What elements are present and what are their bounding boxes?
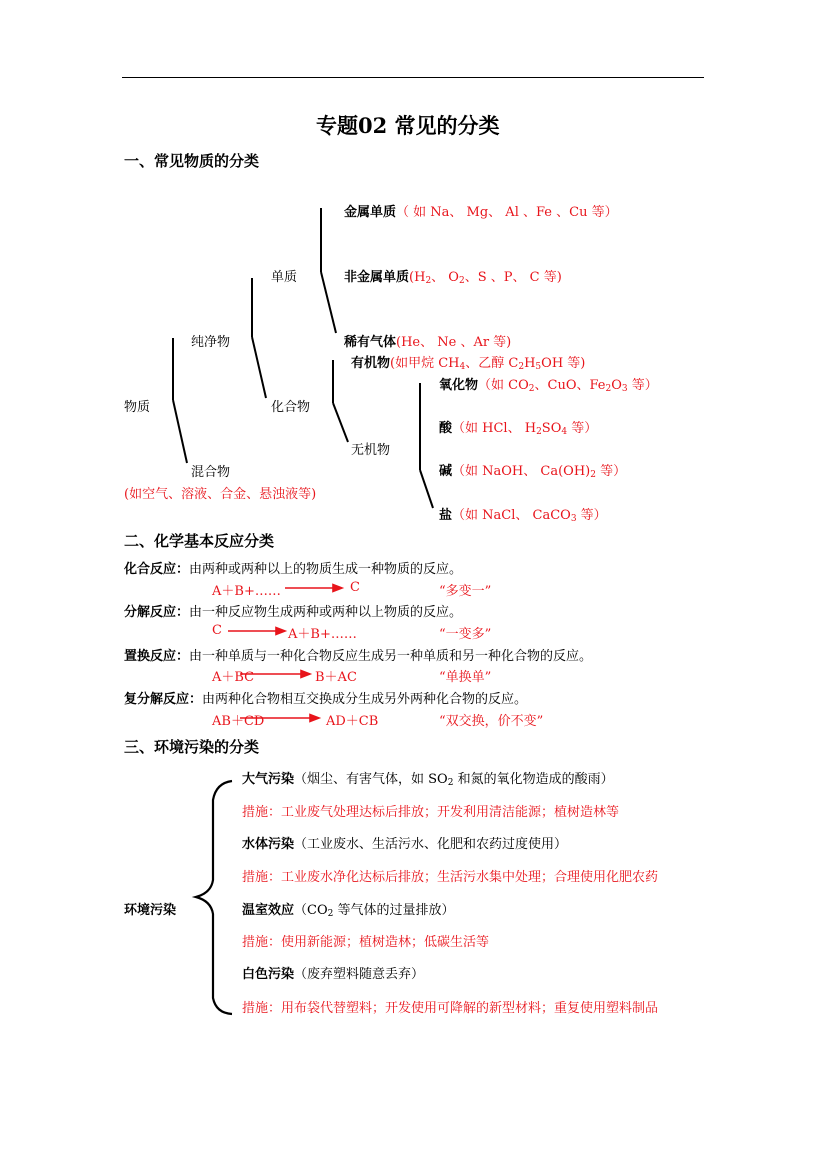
pollution-white-measure: 措施：用布袋代替塑料；开发使用可降解的新型材料；重复使用塑料制品 [242, 1001, 659, 1016]
reaction-combination-left: A＋B+…… [212, 584, 281, 599]
mixture-examples: (如空气、溶液、合金、悬浊液等) [124, 487, 317, 502]
node-metal-element: 金属单质（ 如 Na、 Mg、 Al 、Fe 、Cu 等） [344, 205, 618, 220]
reaction-decomposition-left: C [212, 623, 222, 638]
reaction-decomposition-def: 分解反应：由一种反应物生成两种或两种以上物质的反应。 [124, 605, 463, 620]
reaction-double-displacement-motto: “双交换，价不变” [439, 714, 544, 729]
node-organic: 有机物(如甲烷 $CH_4$、乙醇 $C_2H_5OH$ 等) [351, 356, 586, 372]
node-element: 单质 [271, 270, 298, 285]
reaction-displacement-left: A＋BC [212, 670, 255, 685]
reaction-decomposition-motto: “一变多” [439, 627, 492, 642]
reaction-displacement-right: B＋AC [315, 670, 357, 685]
node-base: 碱（如 NaOH、 $Ca(OH)_2$ 等） [439, 464, 627, 480]
reaction-displacement-def: 置换反应：由一种单质与一种化合物反应生成另一种单质和另一种化合物的反应。 [124, 649, 593, 664]
pollution-water-measure: 措施：工业废水净化达标后排放；生活污水集中处理；合理使用化肥农药 [242, 870, 659, 885]
pollution-greenhouse: 温室效应（$CO_2$ 等气体的过量排放） [242, 903, 455, 919]
metal-examples: （ 如 Na、 Mg、 Al 、Fe 、Cu 等） [396, 205, 618, 220]
pollution-greenhouse-measure: 措施：使用新能源；植树造林；低碳生活等 [242, 935, 490, 950]
node-acid: 酸（如 HCl、 $H_2SO_4$ 等） [439, 421, 598, 437]
node-noble-gas: 稀有气体(He、 Ne 、Ar 等) [344, 335, 512, 350]
reaction-displacement-motto: “单换单” [439, 670, 492, 685]
node-inorganic: 无机物 [351, 443, 391, 458]
noble-examples: (He、 Ne 、Ar 等) [396, 335, 512, 350]
node-oxide: 氧化物（如 $CO_2$、CuO、$Fe_2O_3$ 等） [439, 378, 658, 394]
section2-heading: 二、化学基本反应分类 [124, 532, 275, 550]
node-matter: 物质 [124, 400, 151, 415]
reaction-combination-motto: “多变一” [439, 584, 492, 599]
pollution-water: 水体污染（工业废水、生活污水、化肥和农药过度使用） [242, 837, 568, 852]
reaction-decomposition-right: A＋B+…… [288, 627, 357, 642]
reaction-combination-right: C [350, 580, 360, 595]
pollution-white: 白色污染（废弃塑料随意丢弃） [242, 967, 425, 982]
reaction-double-displacement-def: 复分解反应：由两种化合物相互交换成分生成另外两种化合物的反应。 [124, 692, 528, 707]
node-pure-substance: 纯净物 [191, 335, 231, 350]
pollution-root: 环境污染 [124, 903, 177, 918]
node-nonmetal-element: 非金属单质($H_2$、 $O_2$、S 、P、 C 等) [344, 270, 562, 286]
section3-heading: 三、环境污染的分类 [124, 738, 260, 756]
page-title: 专题02 常见的分类 [316, 113, 500, 138]
pollution-air-measure: 措施：工业废气处理达标后排放；开发利用清洁能源；植树造林等 [242, 805, 620, 820]
reaction-double-displacement-right: AD＋CB [326, 714, 379, 729]
node-mixture: 混合物 [191, 465, 231, 480]
node-salt: 盐（如 NaCl、 CaCO$_3$ 等） [439, 508, 607, 524]
pollution-air: 大气污染（烟尘、有害气体，如 $SO_2$ 和氮的氧化物造成的酸雨） [242, 772, 614, 788]
node-compound: 化合物 [271, 400, 311, 415]
reaction-combination-def: 化合反应：由两种或两种以上的物质生成一种物质的反应。 [124, 562, 463, 577]
section1-heading: 一、常见物质的分类 [124, 152, 260, 170]
reaction-double-displacement-left: AB＋CD [212, 714, 265, 729]
